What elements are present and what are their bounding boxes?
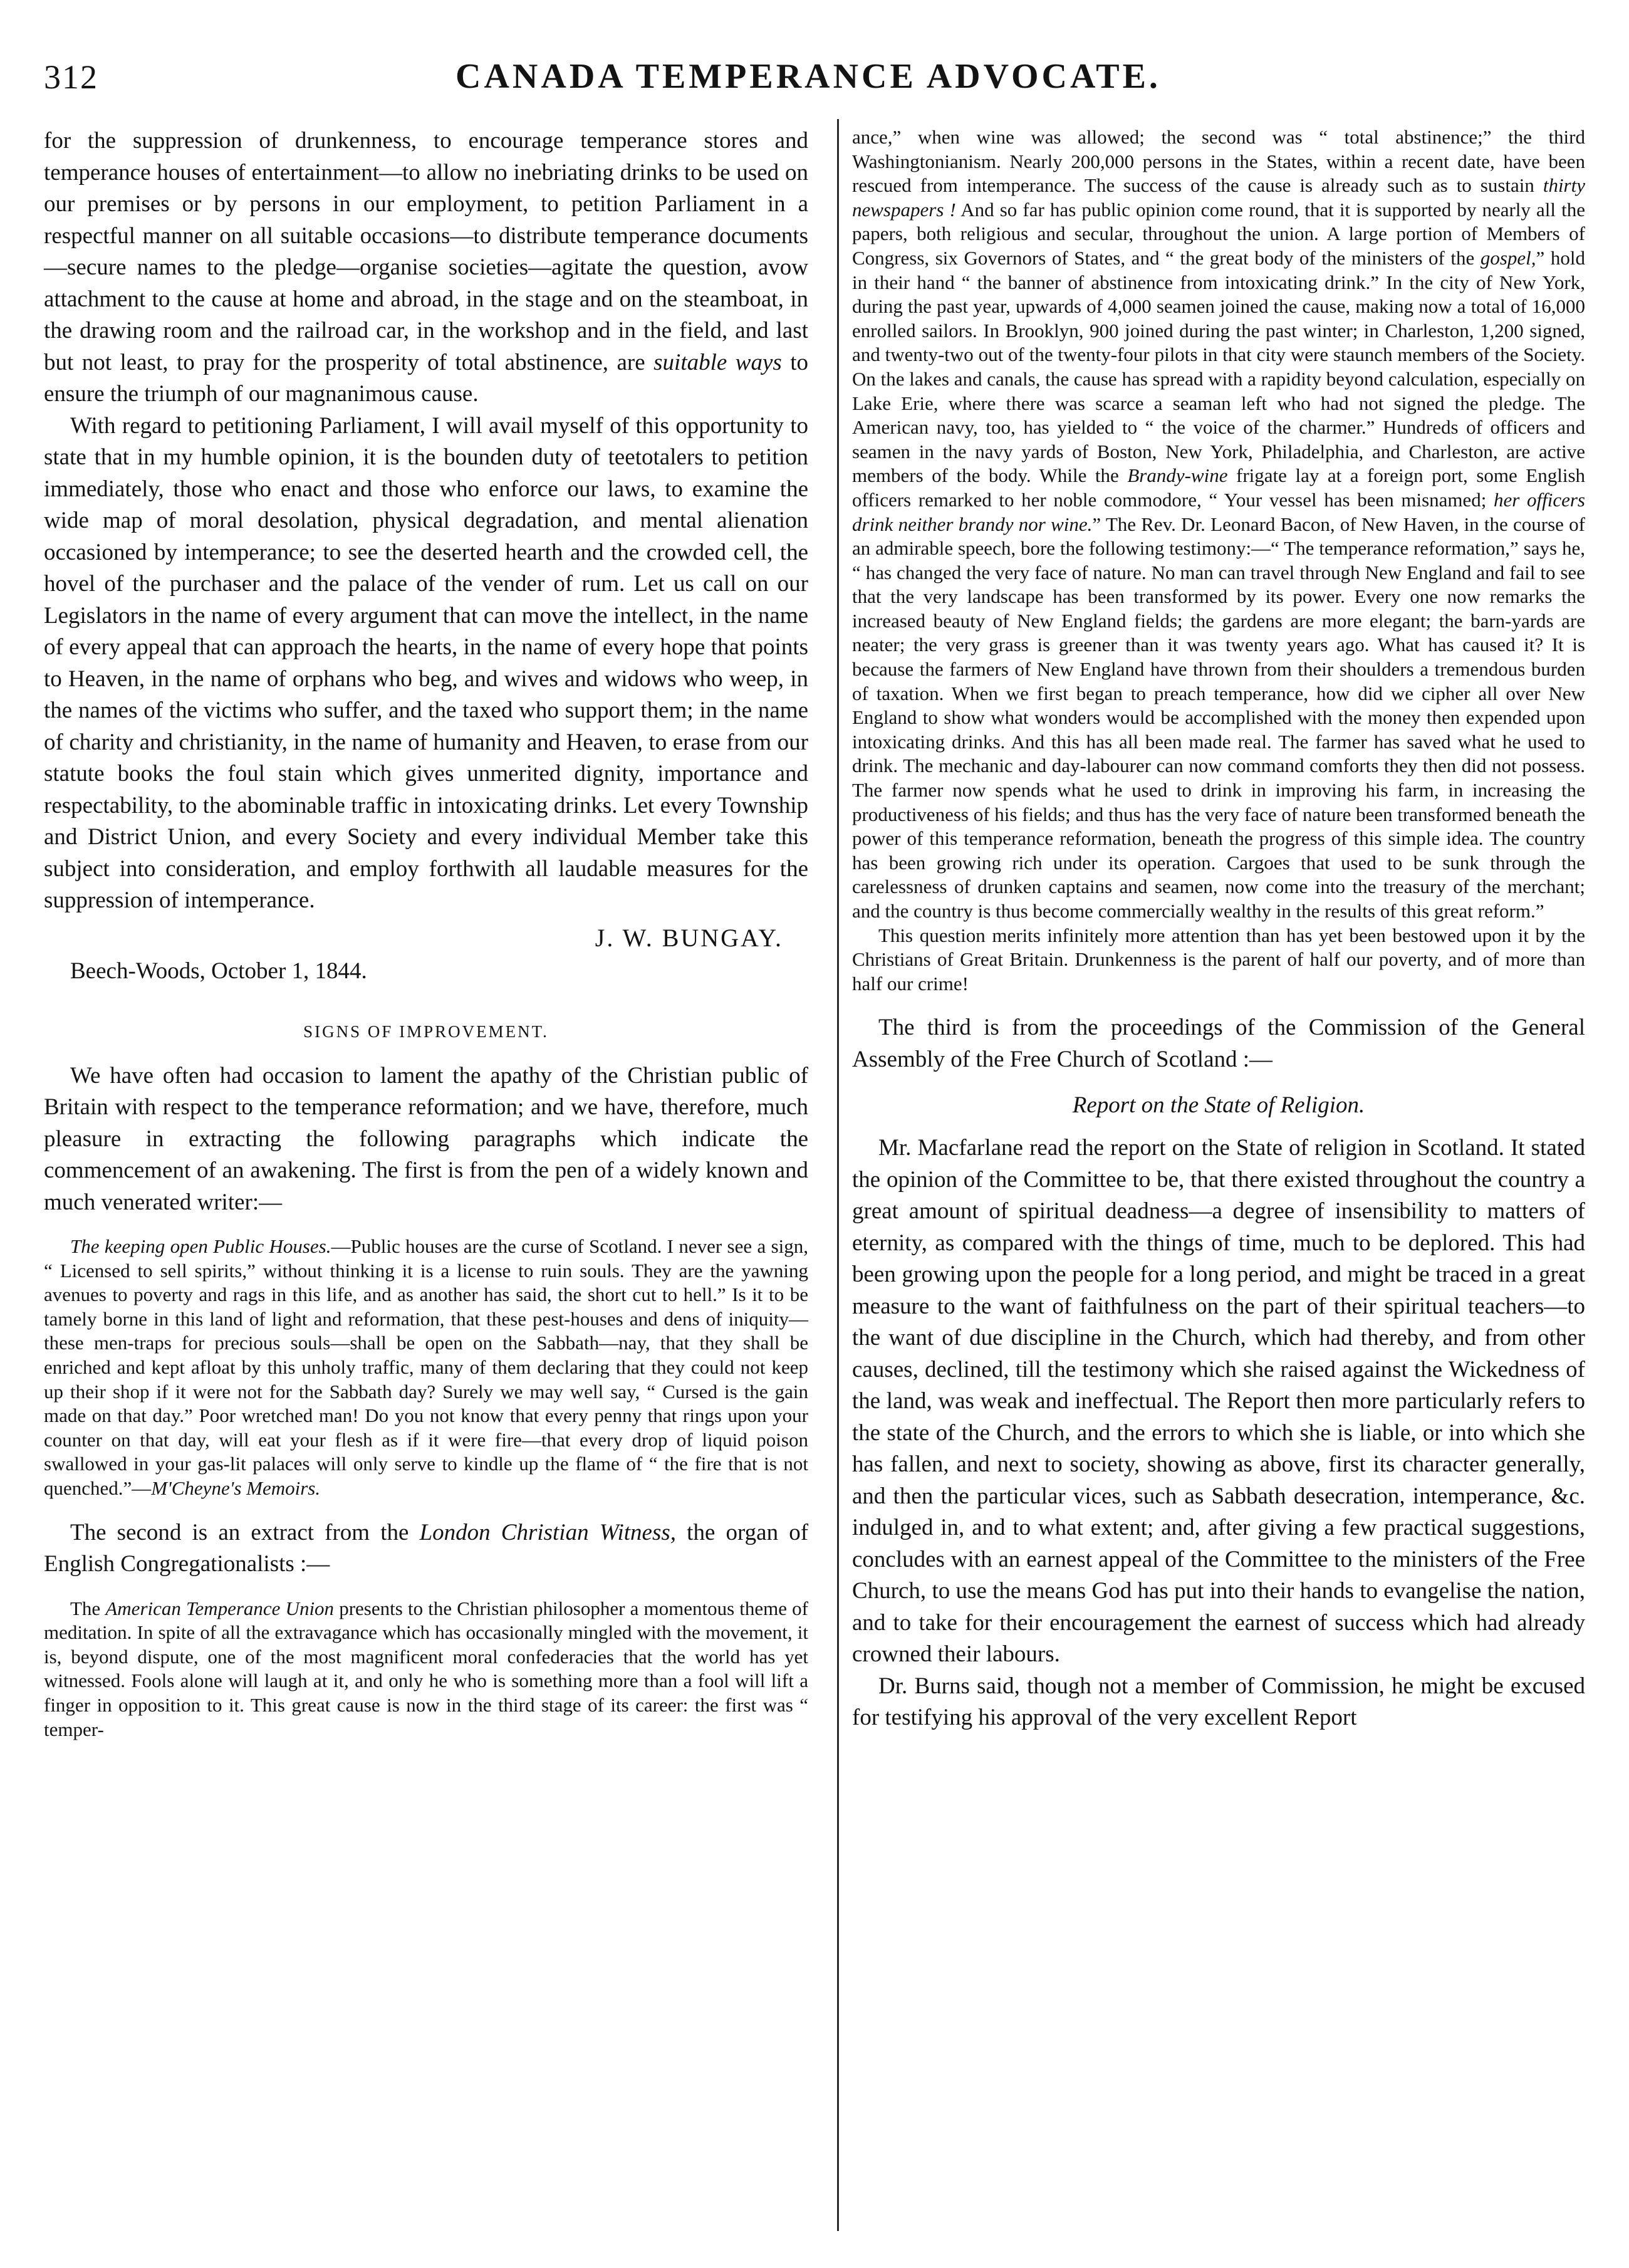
report-subheading: Report on the State of Religion. [1072,1092,1365,1119]
dateline: Beech-Woods, October 1, 1844. [70,958,367,984]
left-column [44,125,808,1742]
left-paragraph-4: The keeping open Public Houses.—Public houses are the curse of Scotland. I never see a sign, “ Licensed to sell spirits,” without thinking it is a license to ruin souls. They are the yawning avenues to poverty and rags in this life, and as another has said, the short cut to hell.” Is it to be tamely borne in this land of light and reformation, that these pest-houses and dens of iniquity—these men-traps for precious souls—shall be open on the Sabbath—nay, that they shall be enriched and kept afloat by this unholy traffic, many of them declaring that they could not keep up their shop if it were not for the Sabbath day? Surely we may well say, “ Cursed is the gain made on that day.” Poor wretched man! Do you not know that every penny that rings upon your counter on that day, will eat your flesh as if it were fire—that every drop of liquid poison swallowed in your gas-lit palaces will only serve to kindle up the flame of “ the fire that is not quenched.”—M'Cheyne's Memoirs. [44,1235,808,1499]
left-paragraph-1: for the suppression of drunkenness, to encourage temperance stores and temperance houses of entertainment—to allow no inebriating drinks to be used on our premises or by persons in our employment, to petition Parliament in a respectful manner on all suitable occasions—to distribute temperance documents—secure names to the pledge—organise societies—agitate the question, avow attachment to the cause at home and abroad, in the stage and on the steamboat, in the drawing room and the railroad car, in the workshop and in the field, and last but not least, to pray for the prosperity of total abstinence, are suitable ways to ensure the triumph of our magnanimous cause. [44,128,809,407]
right-column [852,125,1585,1734]
left-paragraph-5: The second is an extract from the London Christian Witness, the organ of English Congregationalists :— [44,1519,809,1577]
right-paragraph-5: Dr. Burns said, though not a member of Commission, he might be excused for testifying his approval of the very excellent Report [852,1673,1585,1731]
signature: J. W. BUNGAY. [595,923,783,952]
right-paragraph-1: ance,” when wine was allowed; the second was “ total abstinence;” the third Washingtonianism. Nearly 200,000 persons in the States, within a recent date, have been rescued from intemperance. The success of the cause is already such as to sustain thirty newspapers ! And so far has public opinion come round, that it is supported by nearly all the papers, both religious and secular, throughout the union. A large portion of Members of Congress, six Governors of States, and “ the great body of the ministers of the gospel,” hold in their hand “ the banner of abstinence from intoxicating drink.” In the city of New York, during the past year, upwards of 4,000 seamen joined the cause, making now a total of 16,000 enrolled sailors. In Brooklyn, 900 joined during the past winter; in Charleston, 1,200 signed, and twenty-two out of the twenty-four pilots in that city were staunch members of the Society. On the lakes and canals, the cause has spread with a rapidity beyond calculation, especially on Lake Erie, where there was scarce a seaman left who had not signed the pledge. The American navy, too, has yielded to “ the voice of the charmer.” Hundreds of officers and seamen in the navy yards of Boston, New York, Philadelphia, and Charleston, are active members of the body. While the Brandy-wine frigate lay at a foreign port, some English officers remarked to her noble commodore, “ Your vessel has been misnamed; her officers drink neither brandy nor wine.” The Rev. Dr. Leonard Bacon, of New Haven, in the course of an admirable speech, bore the following testimony:—“ The temperance reformation,” says he, “ has changed the very face of nature. No man can travel through New England and fail to see that the very landscape has been transformed by its power. Every one now remarks the increased beauty of New England fields; the gardens are more elegant; the barn-yards are neater; the very grass is greener than it was twenty years ago. What has caused it? It is because the farmers of New England have thrown from their shoulders a tremendous burden of taxation. When we first began to preach temperance, how did we cipher all over New England to show what wonders would be accomplished with the money then expended upon intoxicating drinks. And this has all been made real. The farmer has saved what he used to drink. The mechanic and day-labourer can now command comforts they then did not possess. The farmer now spends what he used to drink in improving his farm, in increasing the productiveness of his fields; and thus has the very face of nature been transformed beneath the power of this temperance reformation, beneath the progress of this simple idea. The country has been growing rich under its operation. Cargoes that used to be sunk through the carelessness of drunken captains and seamen, now come into the treasury of the merchant; and the country is thus become commercially wealthy in the results of this great reform.” [852,126,1586,922]
left-paragraph-2: With regard to petitioning Parliament, I will avail myself of this opportunity to state that in my humble opinion, it is the bounden duty of teetotalers to petition immediately, those who enact and those who enforce our laws, to examine the wide map of moral desolation, physical degradation, and mental alienation occasioned by intemperance; to see the deserted hearth and the crowded cell, the hovel of the purchaser and the palace of the vender of rum. Let us call on our Legislators in the name of every argument that can move the intellect, in the name of every appeal that can approach the hearts, in the name of every hope that points to Heaven, in the name of orphans who beg, and wives and widows who weep, in the names of the victims who suffer, and the taxed who support them; in the name of charity and christianity, in the name of humanity and Heaven, to erase from our statute books the foul stain which gives unmerited dignity, importance and respectability, to the abominable traffic in intoxicating drinks. Let every Township and District Union, and every Society and every individual Member take this subject into consideration, and employ forthwith all laudable measures for the suppression of intemperance. [44,412,808,913]
page-number: 312 [44,58,98,96]
column-divider [837,119,839,2231]
section-heading: SIGNS OF IMPROVEMENT. [303,1022,549,1041]
right-paragraph-3: The third is from the proceedings of the Commission of the General Assembly of the Free Church of Scotland :— [852,1015,1585,1072]
page-header [44,58,1573,114]
left-paragraph-3: We have often had occasion to lament the apathy of the Christian public of Britain with respect to the temperance reformation; and we have, therefore, much pleasure in extracting the following paragraphs which indicate the commencement of an awakening. The first is from the pen of a widely known and much venerated writer:— [44,1062,808,1215]
left-paragraph-6: The American Temperance Union presents to the Christian philosopher a momentous theme of meditation. In spite of all the extravagance which has occasionally mingled with the movement, it is, beyond dispute, one of the most magnificent moral confederacies that the world has yet witnessed. Fools alone will laugh at it, and only he who is something more than a fool will lift a finger in opposition to it. This great cause is now in the third stage of its career: the first was “ temper- [44,1597,809,1740]
right-paragraph-4: Mr. Macfarlane read the report on the State of religion in Scotland. It stated the opinion of the Committee to be, that there existed throughout the country a great amount of spiritual deadness—a degree of insensibility to matters of eternity, as compared with the things of time, much to be deplored. This had been growing upon the people for a long period, and might be traced in a great measure to the want of faithfulness on the part of their spiritual teachers—to the want of due discipline in the Church, which had thereby, and from other causes, declined, till the testimony which she raised against the Wickedness of the land, was weak and ineffectual. The Report then more particularly refers to the state of the Church, and the errors to which she is liable, or into which she has fallen, and next to society, showing as above, first its character generally, and then the particular vices, such as Sabbath desecration, intemperance, &c. indulged in, and to what extent; and, after giving a few practical suggestions, concludes with an earnest appeal of the Committee to the ministers of the Free Church, to use the means God has put into their hands to evangelise the nation, and to take for their encouragement the earnest of success which had already crowned their labours. [852,1135,1585,1668]
right-paragraph-2: This question merits infinitely more attention than has yet been bestowed upon it by the Christians of Great Britain. Drunkenness is the parent of half our poverty, and of more than half our crime! [852,924,1585,995]
running-head: CANADA TEMPERANCE ADVOCATE. [455,57,1161,96]
